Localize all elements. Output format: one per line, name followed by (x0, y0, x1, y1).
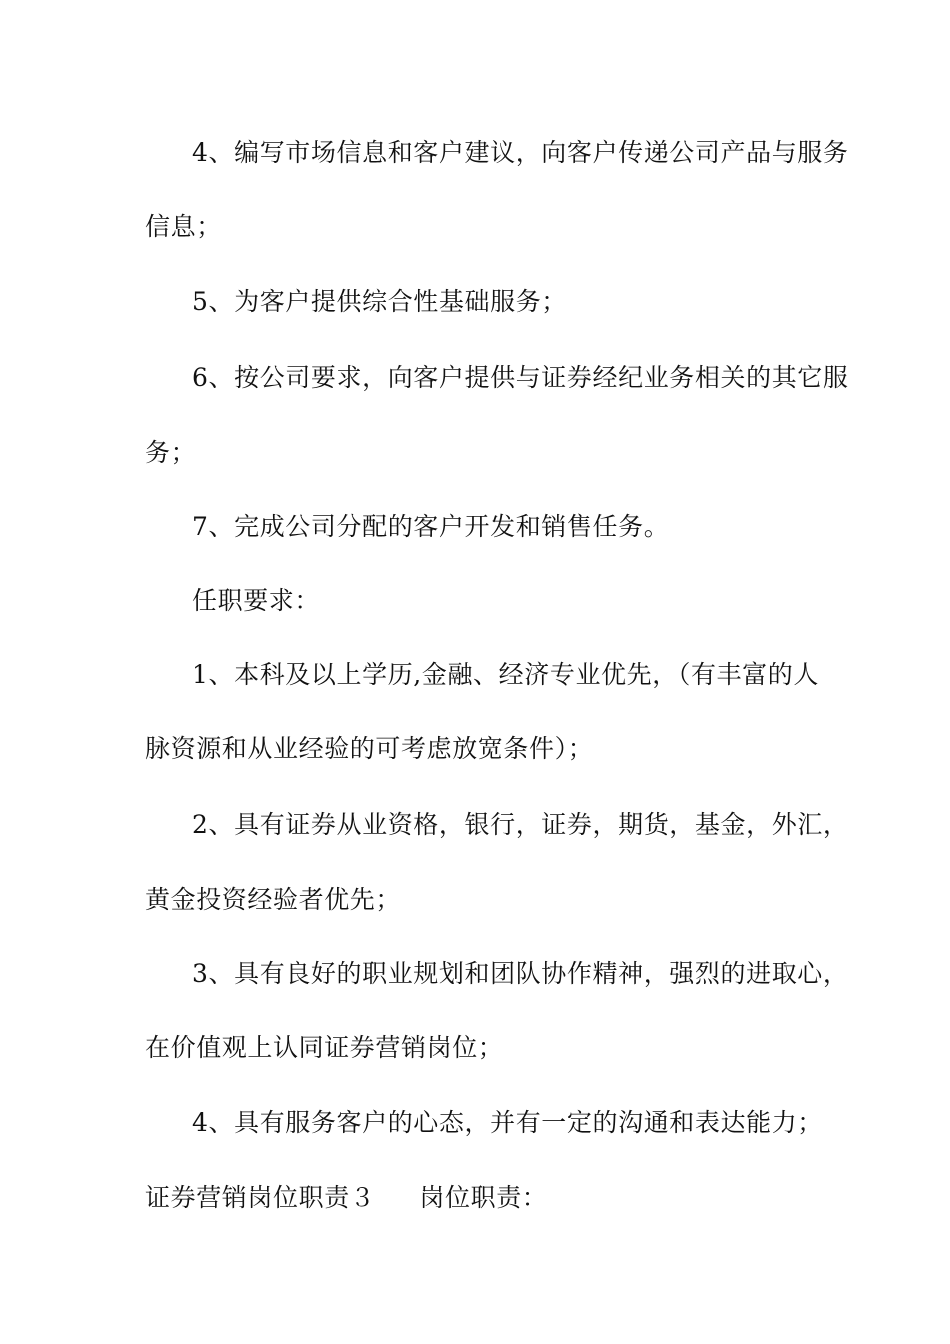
paragraph-line: 1、本科及以上学历,金融、经济专业优先，（有丰富的人 (192, 660, 819, 689)
paragraph-line: 在价值观上认同证券营销岗位； (145, 1033, 504, 1062)
paragraph-line: 2、具有证券从业资格，银行，证券，期货，基金，外汇， (192, 810, 849, 839)
paragraph-line: 6、按公司要求，向客户提供与证券经纪业务相关的其它服 (192, 363, 849, 392)
paragraph-line: 4、编写市场信息和客户建议，向客户传递公司产品与服务 (192, 138, 849, 167)
paragraph-line: 7、完成公司分配的客户开发和销售任务。 (192, 512, 670, 541)
paragraph-line: 黄金投资经验者优先； (145, 885, 402, 914)
section-title-line (145, 1182, 547, 1214)
paragraph-line: 脉资源和从业经验的可考虑放宽条件）； (145, 734, 594, 763)
paragraph-line: 4、具有服务客户的心态，并有一定的沟通和表达能力； (192, 1108, 823, 1137)
paragraph-line: 务； (145, 438, 197, 467)
section-heading: 任职要求： (192, 586, 321, 615)
section-subtitle: 岗位职责： (419, 1183, 548, 1212)
section-title: 证券营销岗位职责３ (145, 1183, 376, 1212)
paragraph-line: 信息； (145, 212, 222, 241)
paragraph-line: 3、具有良好的职业规划和团队协作精神，强烈的进取心， (192, 959, 849, 988)
paragraph-line: 5、为客户提供综合性基础服务； (192, 287, 567, 316)
